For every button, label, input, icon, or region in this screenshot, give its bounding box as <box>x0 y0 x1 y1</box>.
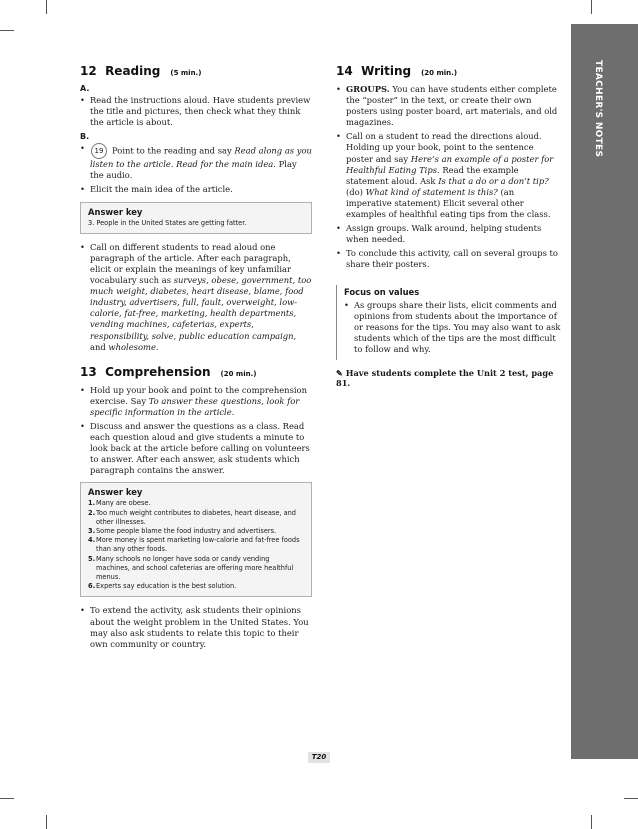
comprehension-bullet-3: • To extend the activity, ask students their opinions about the weight problem in the United States. You may also ask students to relate this topic to their own community or country. <box>80 605 312 649</box>
crop-mark <box>624 798 638 799</box>
side-tab-label: TEACHER'S NOTES <box>593 60 603 158</box>
comprehension-time: (20 min.) <box>220 369 257 378</box>
answer-key-item: 1. Many are obese. <box>88 499 151 508</box>
focus-on-values-box <box>336 285 562 360</box>
right-column <box>336 64 562 388</box>
focus-on-values-title: Focus on values <box>344 286 420 297</box>
reading-number: 12 <box>80 64 97 78</box>
answer-key-item: 6. Experts say education is the best solution. <box>88 582 237 591</box>
writing-number: 14 <box>336 64 353 78</box>
crop-mark <box>591 815 592 829</box>
page-number: T20 <box>308 752 330 763</box>
comprehension-title: Comprehension <box>105 364 211 379</box>
reading-answer-key <box>80 202 312 234</box>
answer-key-item: 3. People in the United States are getting fatter. <box>88 218 247 227</box>
answer-key-item: 5. Many schools no longer have soda or candy vending machines, and school cafeterias are offering more healthful menus. <box>88 554 294 582</box>
pencil-icon: ✎ <box>336 367 343 378</box>
writing-bullet-4: • To conclude this activity, call on several groups to share their posters. <box>336 248 562 270</box>
reading-heading <box>80 64 312 78</box>
answer-key-item: 3. Some people blame the food industry and advertisers. <box>88 527 277 536</box>
writing-bullet-2: • Call on a student to read the directions aloud. Holding up your book, point to the sentence poster and say Here’s an example of a poster for Healthful Eating Tips. Read the example statement aloud. Ask Is that a do or a don’t tip? (do) What kind of statement is this? (an imperative statement) Elicit several other examples of healthful eating tips from the class. <box>336 131 562 220</box>
reading-time: (5 min.) <box>170 69 202 77</box>
crop-mark <box>0 798 14 799</box>
comprehension-bullet-2: • Discuss and answer the questions as a class. Read each question aloud and give students a minute to look back at the article before calling on volunteers to answer. After each answer, ask students which paragraph contains the answer. <box>80 421 312 476</box>
crop-mark <box>46 0 47 14</box>
audio-track-icon: 19 <box>91 143 107 159</box>
answer-key-title: Answer key <box>88 206 143 217</box>
comprehension-answer-key <box>80 482 312 597</box>
crop-mark <box>591 0 592 14</box>
unit-test-note: ✎ Have students complete the Unit 2 test, page 81. <box>336 367 554 388</box>
writing-title: Writing <box>361 64 412 78</box>
crop-mark <box>0 30 14 31</box>
writing-time: (20 min.) <box>421 69 458 77</box>
crop-mark <box>46 815 47 829</box>
comprehension-number: 13 <box>80 364 97 379</box>
reading-title: Reading <box>105 64 161 78</box>
reading-a-bullet: • Read the instructions aloud. Have students preview the title and pictures, then check what they think the article is about. <box>80 95 312 128</box>
reading-part-a: A. <box>80 84 90 93</box>
reading-main-idea-bullet: • Elicit the main idea of the article. <box>80 184 312 195</box>
writing-bullet-3: • Assign groups. Walk around, helping students when needed. <box>336 223 562 245</box>
reading-vocab-bullet: • Call on different students to read aloud one paragraph of the article. After each paragraph, elicit or explain the meanings of key unfamiliar vocabulary such as surveys, obese, government, too much weight, diabetes, heart disease, blame, food industry, advertisers, full, fault, overweight, low-calorie, fat-free, marketing, health departments, vending machines, cafeterias, experts, responsibility, solve, public education campaign, and wholesome. <box>80 242 312 353</box>
focus-on-values-bullet: • As groups share their lists, elicit comments and opinions from students about the importance of or reasons for the tips. You may also want to ask students which of the tips are the most difficult to follow and why. <box>344 300 562 355</box>
reading-b-bullet: • 19 Point to the reading and say Read along as you listen to the article. Read for the main idea. Play the audio. <box>80 143 312 181</box>
left-column <box>80 64 312 653</box>
reading-part-b: B. <box>80 132 90 142</box>
comprehension-bullet-1: • Hold up your book and point to the comprehension exercise. Say To answer these questions, look for specific information in the article. <box>80 385 312 418</box>
comprehension-heading <box>80 365 312 379</box>
writing-heading <box>336 64 562 78</box>
writing-bullet-1: • GROUPS. You can have students either complete the “poster” in the text, or create their own posters using poster board, art materials, and old magazines. <box>336 84 562 128</box>
answer-key-title: Answer key <box>88 487 143 498</box>
answer-key-item: 2. Too much weight contributes to diabetes, heart disease, and other illnesses. <box>88 508 296 526</box>
answer-key-item: 4. More money is spent marketing low-calorie and fat-free foods than any other foods. <box>88 536 300 554</box>
